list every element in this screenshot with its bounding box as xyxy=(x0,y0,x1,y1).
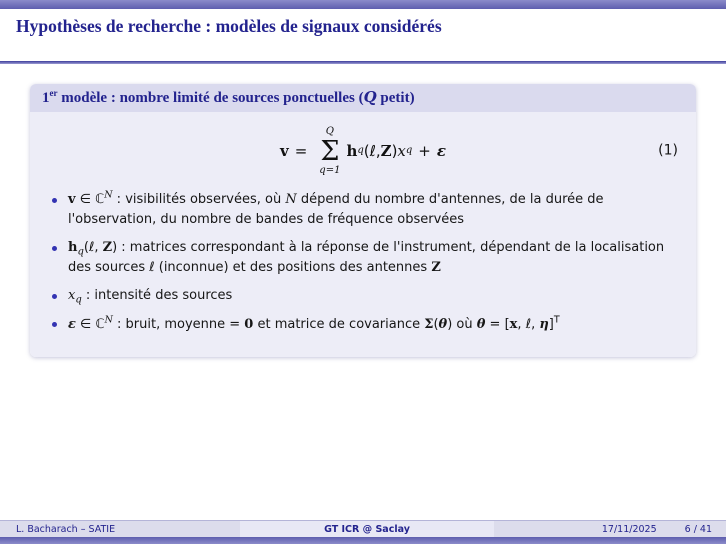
title-separator-rule xyxy=(0,61,726,64)
eq-var-ell: ℓ xyxy=(369,141,376,160)
bullet-icon xyxy=(52,294,57,299)
eq-var-h: h xyxy=(346,141,358,160)
equation-number: (1) xyxy=(658,142,678,159)
equation-expression: v = Q Σ q=1 h q ( ℓ , Z ) x q + ε xyxy=(280,125,446,176)
block-title-var-Q: Q xyxy=(363,88,377,106)
summation-operator xyxy=(319,127,340,176)
eq-comma: , xyxy=(375,141,381,160)
eq-open-paren: ( xyxy=(363,141,370,160)
bullet-text-noise: ε ∈ ℂ$^N$ : bruit, moyenne = 0 et matrice de covariance Σ(θ) où θ = [x, ℓ, η]$^T$ xyxy=(68,314,560,332)
block-title-end: petit) xyxy=(376,90,415,106)
bullet-item-matrices xyxy=(48,238,680,277)
bullet-text-visibilities: v ∈ ℂ$^N$ : visibilités observées, où N dépend du nombre d'antennes, de la durée de l'observation, du nombre de bandes de fréquence observées xyxy=(68,189,604,227)
bottom-decoration-bar xyxy=(0,537,726,544)
sum-lower-limit: q=1 xyxy=(319,164,341,176)
eq-close-paren: ) xyxy=(391,141,398,160)
block-title-text: modèle : nombre limité de sources ponctuelles ( xyxy=(57,90,364,106)
bullet-text-intensity: $x_q$ : intensité des sources xyxy=(68,288,233,306)
bullet-list xyxy=(48,190,680,334)
eq-var-v: v xyxy=(280,141,289,160)
eq-var-Z: Z xyxy=(380,141,392,160)
sigma-icon: Σ xyxy=(320,135,340,167)
block-title-ordinal-sup: er xyxy=(49,88,58,98)
bullet-text-matrices: $h_q(\ell$, Z) : matrices correspondant à la réponse de l'instrument, dépendant de la localisation des sources ℓ (inconnue) et des positions des antennes Z xyxy=(68,240,665,275)
sum-upper-limit: Q xyxy=(325,125,334,137)
eq-equals-sign: = xyxy=(294,141,308,160)
block-title-number: 1 xyxy=(42,90,50,106)
footer-date: 17/11/2025 xyxy=(601,523,657,535)
bullet-item-noise xyxy=(48,315,680,335)
equation xyxy=(46,122,680,180)
block-title xyxy=(30,84,696,112)
footer-author: L. Bacharach – SATIE xyxy=(0,521,240,537)
block-body xyxy=(30,112,696,357)
footer-event: GT ICR @ Saclay xyxy=(240,521,494,537)
slide-title: Hypothèses de recherche : modèles de signaux considérés xyxy=(16,16,442,36)
top-decoration-bar xyxy=(0,0,726,9)
model-block xyxy=(30,84,696,357)
bullet-icon xyxy=(52,322,57,327)
footer-right xyxy=(494,521,726,537)
eq-var-epsilon: ε xyxy=(436,141,446,160)
footer-bar xyxy=(0,520,726,537)
bullet-item-intensity xyxy=(48,286,680,306)
bullet-icon xyxy=(52,198,57,203)
eq-plus-sign: + xyxy=(418,141,431,160)
bullet-item-visibilities xyxy=(48,190,680,229)
bullet-icon xyxy=(52,246,57,251)
eq-var-x: x xyxy=(397,141,406,160)
footer-page-number: 6 / 41 xyxy=(684,523,712,535)
